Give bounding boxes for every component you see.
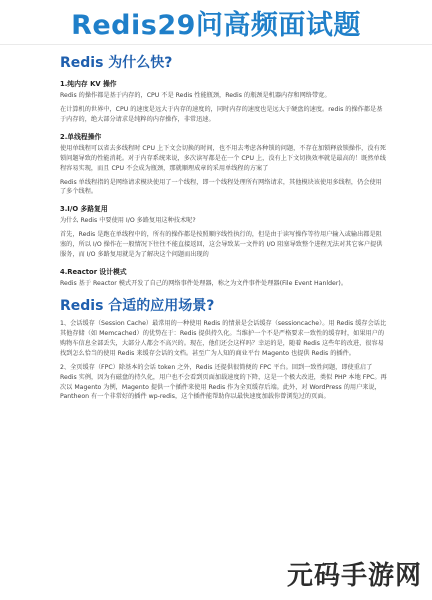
watermark-logo: 元码手游网: [286, 561, 422, 591]
document-body: [60, 52, 388, 600]
subheading-io-multiplexing: 3.I/O 多路复用: [60, 205, 108, 214]
paragraph: 2、全页缓存（FPC）除基本的会话 token 之外，Redis 还提供很简便的 FPC 平台。回到一致性问题，即使重启了 Redis 实例，因为有磁盘的持久化，用户也不会看到页面加载速度的下降，这是一个极大改进，类似 PHP 本地 FPC。再次以 Magento 为例，Magento 提供一个插件来使用 Redis 作为全页缓存后端。此外，对 WordPress 的用户来说，Pantheon 有一个非常好的插件 wp-redis，这个插件能帮助你以最快速度加载你曾浏览过的页面。: [60, 363, 387, 401]
paragraph: Redis 单线程指的是网络请求模块使用了一个线程，即一个线程处理所有网络请求，其他模块该使用多线程，仍会使用了多个线程。: [60, 178, 382, 196]
paragraph: 1、会话缓存（Session Cache）最常用的一种使用 Redis 的情景是会话缓存（sessioncache）。用 Redis 缓存会话比其他存储（如 Memcached）的优势在于：Redis 提供持久化。当维护一个不是严格要求一致性的缓存时，如果用户的购物车信息全部丢失，大部分人都会不高兴的。现在，他们还会这样吗？幸运的是，随着 Redis 这些年的改进，很容易找到怎么恰当的使用 Redis 来缓存会话的文档。甚至广为人知的商业平台 Magento 也提供 Redis 的插件。: [60, 319, 387, 357]
paragraph: 在计算机的世界中，CPU 的速度是远大于内存的速度的，同时内存的速度也是远大于硬盘的速度。redis 的操作都是基于内存的，绝大部分请求是纯粹的内存操作，非常迅速。: [60, 105, 383, 123]
paragraph: Redis 的操作都是基于内存的，CPU 不是 Redis 性能瓶颈，Redis 的瓶颈是机器内存和网络带宽。: [60, 92, 331, 99]
subheading-reactor: 4.Reactor 设计模式: [60, 268, 127, 277]
paragraph: Redis 基于 Reactor 模式开发了自己的网络事件处理器，称之为文件事件处理器(File Event Hanlder)。: [60, 280, 348, 288]
subheading-single-thread: 2.单线程操作: [60, 132, 102, 141]
section-heading-scenarios: Redis 合适的应用场景?: [60, 297, 215, 314]
paragraph: 首先，Redis 是跑在单线程中的，所有的操作都是按照顺序线性执行的，但是由于读写操作等待用户输入或输出都是阻塞的，所以 I/O 操作在一般情况下往往不能直接返回，这会导致某一文件的 I/O 阻塞导致整个进程无法对其它客户提供服务，而 I/O 多路复用就是为了解决这个问题而出现的: [60, 231, 383, 259]
header-banner: [0, 0, 432, 45]
paragraph: 为什么 Redis 中要使用 I/O 多路复用这种技术呢?: [60, 217, 196, 225]
banner-title: Redis29问高频面试题: [71, 9, 361, 41]
paragraph: 使用单线程可以省去多线程时 CPU 上下文会切换的时间，也不用去考虑各种锁的问题，不存在加锁释放锁操作，没有死锁问题导致的性能消耗。对于内存系统来说，多次读写都是在一个 CPU 上，没有上下文切换效率就是最高的！既然单线程容易实现，而且 CPU 不会成为瓶颈，那就顺理成章的采用单线程的方案了: [60, 144, 386, 172]
section-heading-why-fast: Redis 为什么快?: [60, 55, 173, 71]
watermark: [282, 544, 432, 600]
subheading-pure-memory: 1.纯内存 KV 操作: [60, 80, 117, 88]
